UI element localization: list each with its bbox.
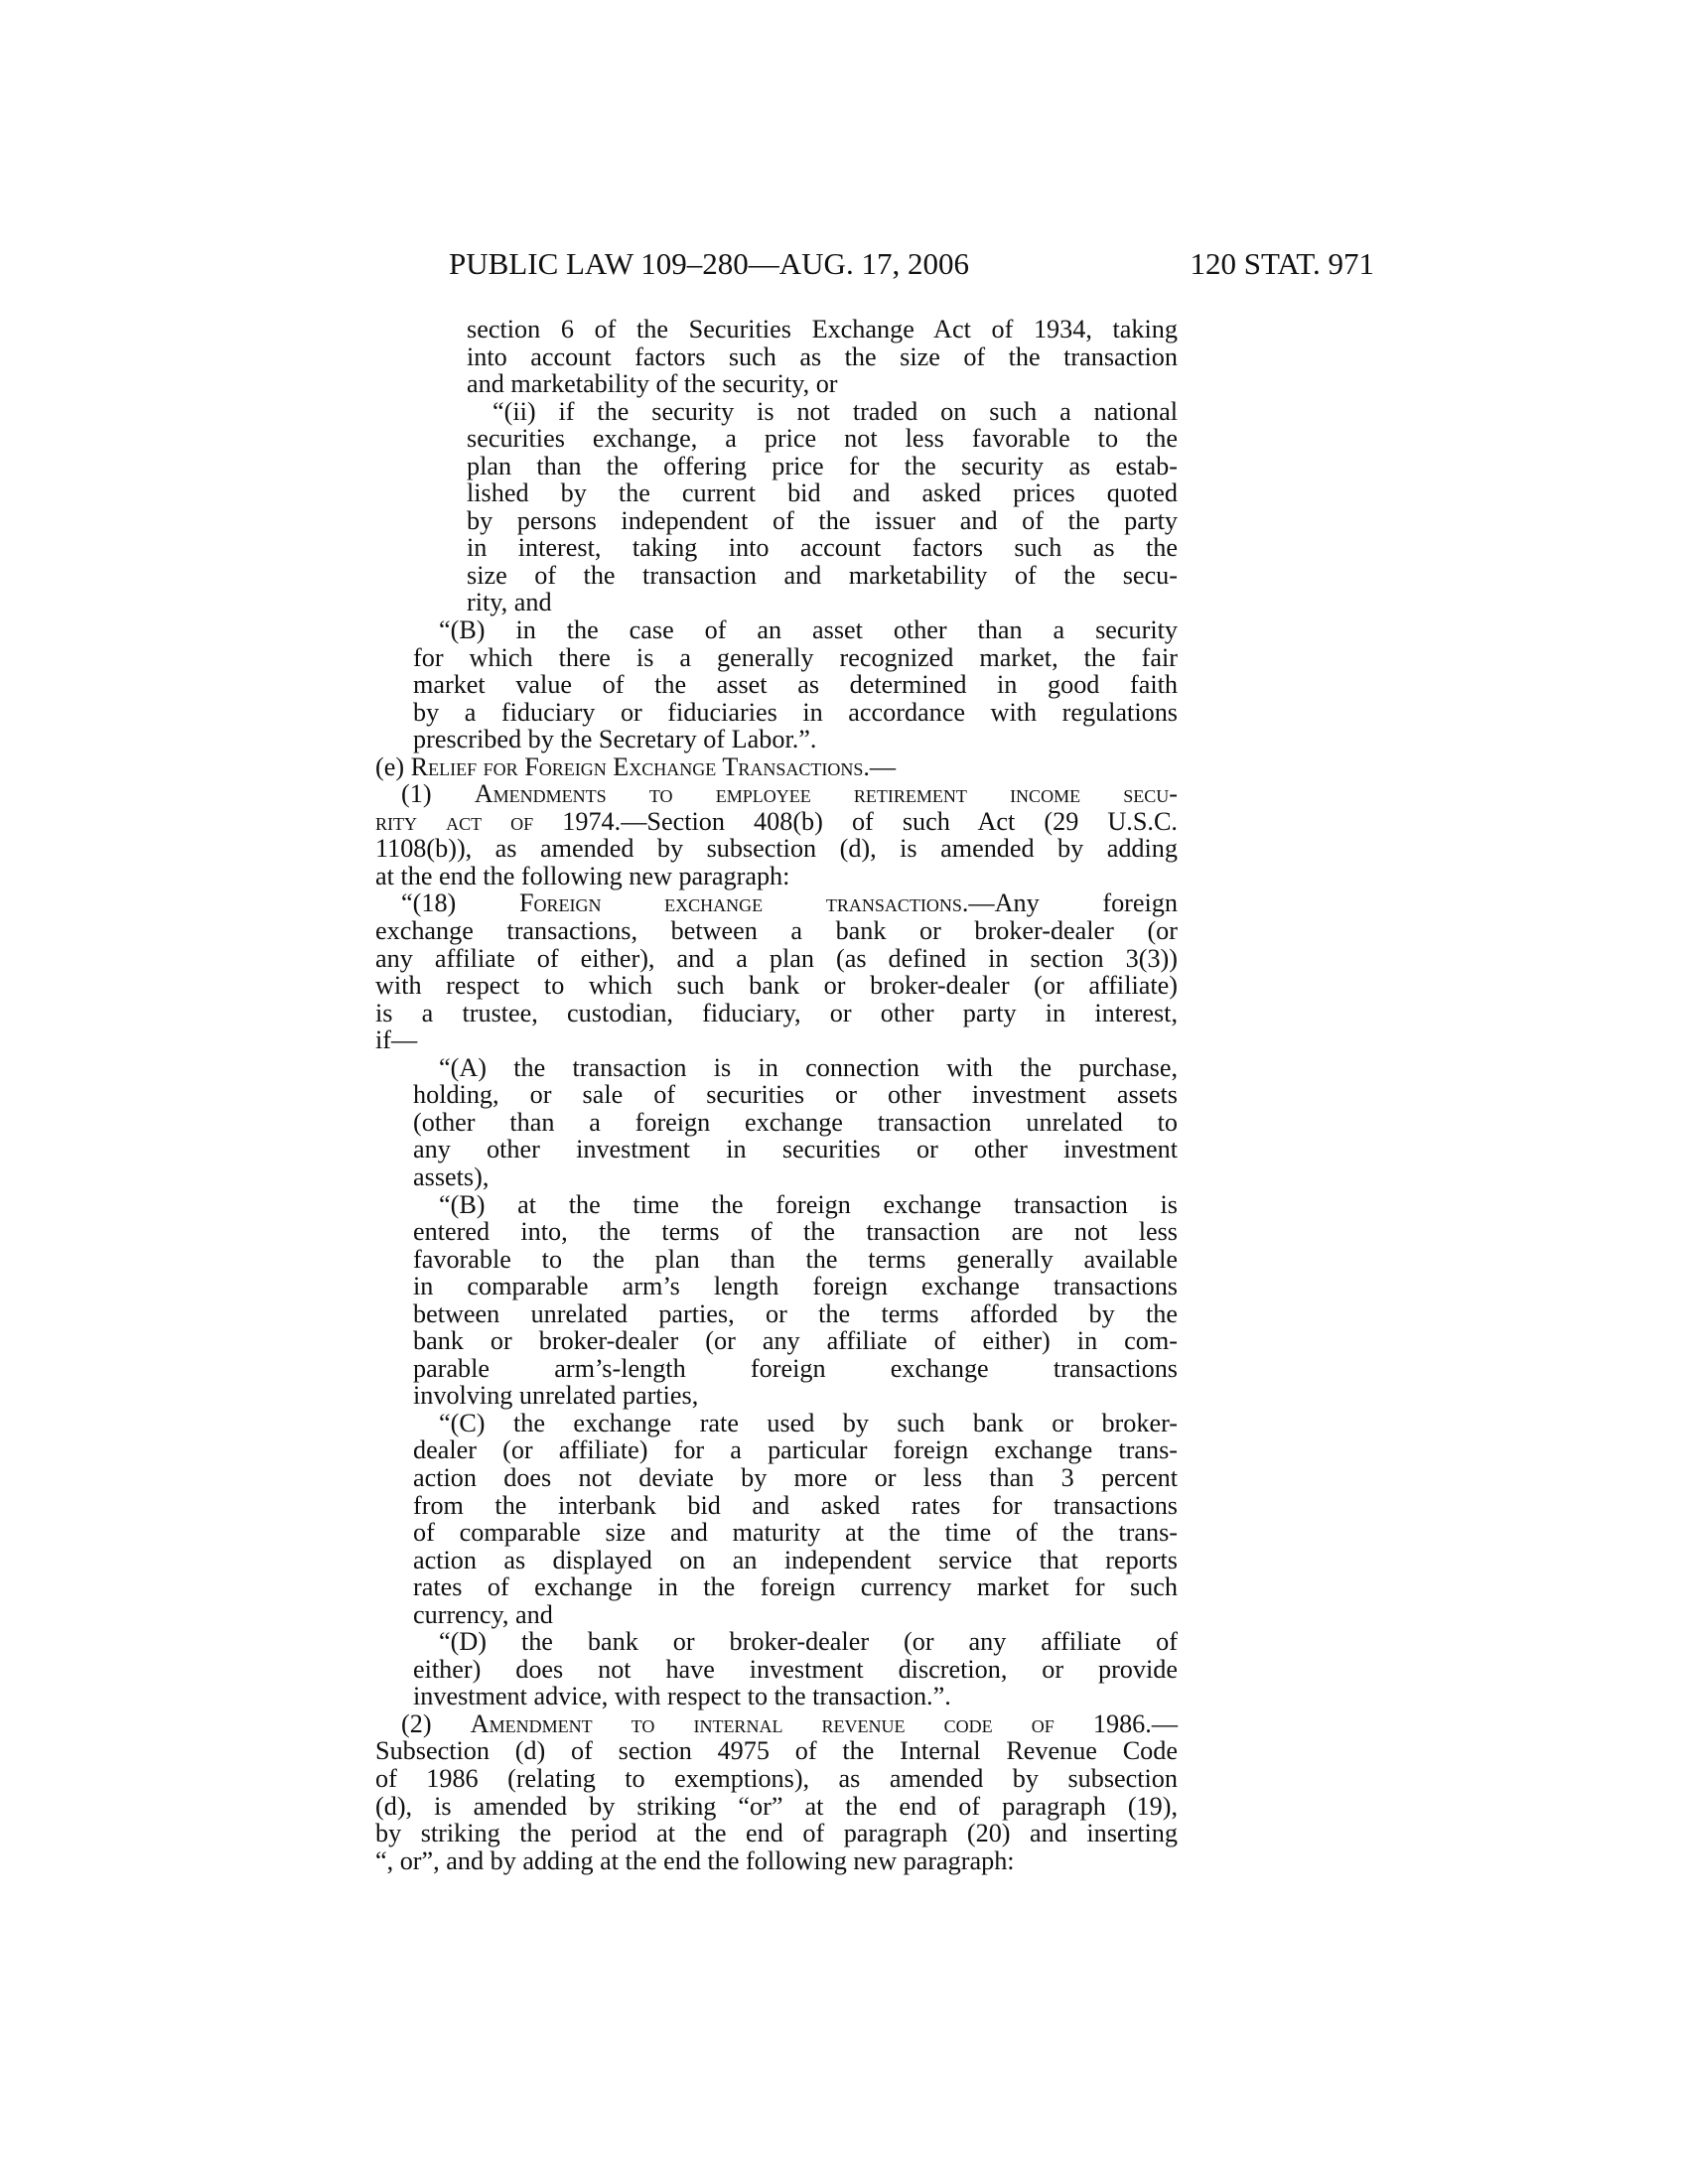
running-head-title: PUBLIC LAW 109–280—AUG. 17, 2006	[449, 246, 969, 281]
text-line: “(D) the bank or broker-dealer (or any affiliate of	[439, 1627, 1178, 1657]
text-line: in interest, taking into account factors such as the	[467, 533, 1178, 563]
section-heading-e	[375, 751, 1178, 781]
text-line: entered into, the terms of the transaction are not less	[413, 1217, 1178, 1247]
text-line: (other than a foreign exchange transaction unrelated to	[413, 1107, 1178, 1137]
text-line: any affiliate of either), and a plan (as defined in section 3(3))	[375, 943, 1178, 973]
paragraph-subparagraph-b	[413, 616, 1178, 753]
text-line: 1108(b)), as amended by subsection (d), is amended by adding	[375, 834, 1178, 864]
text-line: favorable to the plan than the terms generally available	[413, 1244, 1178, 1274]
text-line: Subsection (d) of section 4975 of the Internal Revenue Code	[375, 1736, 1178, 1766]
text-line: size of the transaction and marketability of the secu-	[467, 560, 1178, 590]
text-line: (2) Amendment to internal revenue code of 1986.—	[401, 1708, 1178, 1738]
text-line: “(B) at the time the foreign exchange transaction is	[439, 1189, 1178, 1219]
text-line: (e) Relief for Foreign Exchange Transactions.—	[375, 751, 897, 781]
text-line: (d), is amended by striking “or” at the end of paragraph (19),	[375, 1791, 1178, 1821]
text-line: “(ii) if the security is not traded on such a national	[492, 396, 1178, 426]
text-line: rates of exchange in the foreign currency market for such	[413, 1572, 1178, 1602]
paragraph-amendment-2	[375, 1708, 1178, 1875]
text-line: exchange transactions, between a bank or broker-dealer (or	[375, 916, 1178, 946]
text-line: by persons independent of the issuer and of the party	[467, 505, 1178, 535]
text-line: at the end the following new paragraph:	[375, 861, 790, 890]
text-line: “(C) the exchange rate used by such bank or broker-	[439, 1408, 1178, 1437]
paragraph-subparagraph-c	[413, 1410, 1178, 1628]
text-line: investment advice, with respect to the transaction.”.	[413, 1682, 951, 1711]
text-line: from the interbank bid and asked rates for transactions	[413, 1490, 1178, 1520]
paragraph-continuation	[413, 316, 1178, 398]
text-line: “(18) Foreign exchange transactions.—Any foreign	[401, 888, 1178, 918]
text-line: by a fiduciary or fiduciaries in accordance with regulations	[413, 697, 1178, 727]
text-line: for which there is a generally recognized market, the fair	[413, 642, 1178, 672]
text-line: parable arm’s-length foreign exchange transactions	[413, 1353, 1178, 1383]
text-line: is a trustee, custodian, fiduciary, or other party in interest,	[375, 998, 1178, 1027]
paragraph-subparagraph-a	[413, 1054, 1178, 1191]
paragraph-clause-ii	[413, 398, 1178, 616]
text-line: section 6 of the Securities Exchange Act of 1934, taking	[467, 315, 1178, 343]
text-line: either) does not have investment discretion, or provide	[413, 1654, 1178, 1684]
text-line: assets),	[413, 1161, 490, 1191]
paragraph-subparagraph-b2	[413, 1191, 1178, 1410]
text-line: between unrelated parties, or the terms afforded by the	[413, 1298, 1178, 1328]
text-line: involving unrelated parties,	[413, 1381, 699, 1411]
text-line: by striking the period at the end of paragraph (20) and inserting	[375, 1819, 1178, 1848]
text-line: action as displayed on an independent service that reports	[413, 1545, 1178, 1574]
text-line: any other investment in securities or other investment	[413, 1135, 1178, 1164]
text-line: (1) Amendments to employee retirement income secu-	[401, 779, 1178, 809]
text-line: and marketability of the security, or	[467, 369, 838, 399]
text-line: securities exchange, a price not less favorable to the	[467, 424, 1178, 454]
text-line: prescribed by the Secretary of Labor.”.	[413, 725, 817, 754]
document-body	[375, 315, 1178, 1875]
text-line: holding, or sale of securities or other investment assets	[413, 1080, 1178, 1110]
text-line: of 1986 (relating to exemptions), as amended by subsection	[375, 1763, 1178, 1793]
text-line: of comparable size and maturity at the time of the trans-	[413, 1518, 1178, 1548]
text-line: rity, and	[467, 588, 552, 617]
text-line: into account factors such as the size of the transaction	[467, 341, 1178, 371]
text-line: with respect to which such bank or broker-dealer (or affiliate)	[375, 971, 1178, 1001]
text-line: plan than the offering price for the security as estab-	[467, 451, 1178, 480]
page-header	[449, 244, 1374, 284]
text-line: bank or broker-dealer (or any affiliate of either) in com-	[413, 1326, 1178, 1356]
paragraph-amendment-1	[375, 779, 1178, 890]
text-line: “(A) the transaction is in connection with the purchase,	[439, 1052, 1178, 1082]
text-line: currency, and	[413, 1599, 553, 1629]
text-line: in comparable arm’s length foreign exchange transactions	[413, 1272, 1178, 1301]
page-citation: 120 STAT. 971	[1190, 246, 1374, 281]
paragraph-18-foreign-exchange	[375, 888, 1178, 1055]
text-line: rity act of 1974.—Section 408(b) of such Act (29 U.S.C.	[375, 806, 1178, 836]
text-line: “, or”, and by adding at the end the following new paragraph:	[375, 1845, 1015, 1875]
text-line: dealer (or affiliate) for a particular foreign exchange trans-	[413, 1435, 1178, 1465]
text-line: lished by the current bid and asked prices quoted	[467, 478, 1178, 508]
text-line: action does not deviate by more or less than 3 percent	[413, 1462, 1178, 1492]
text-line: “(B) in the case of an asset other than a security	[439, 615, 1178, 645]
text-line: market value of the asset as determined in good faith	[413, 670, 1178, 700]
text-line: if—	[375, 1025, 418, 1055]
paragraph-subparagraph-d	[413, 1628, 1178, 1710]
